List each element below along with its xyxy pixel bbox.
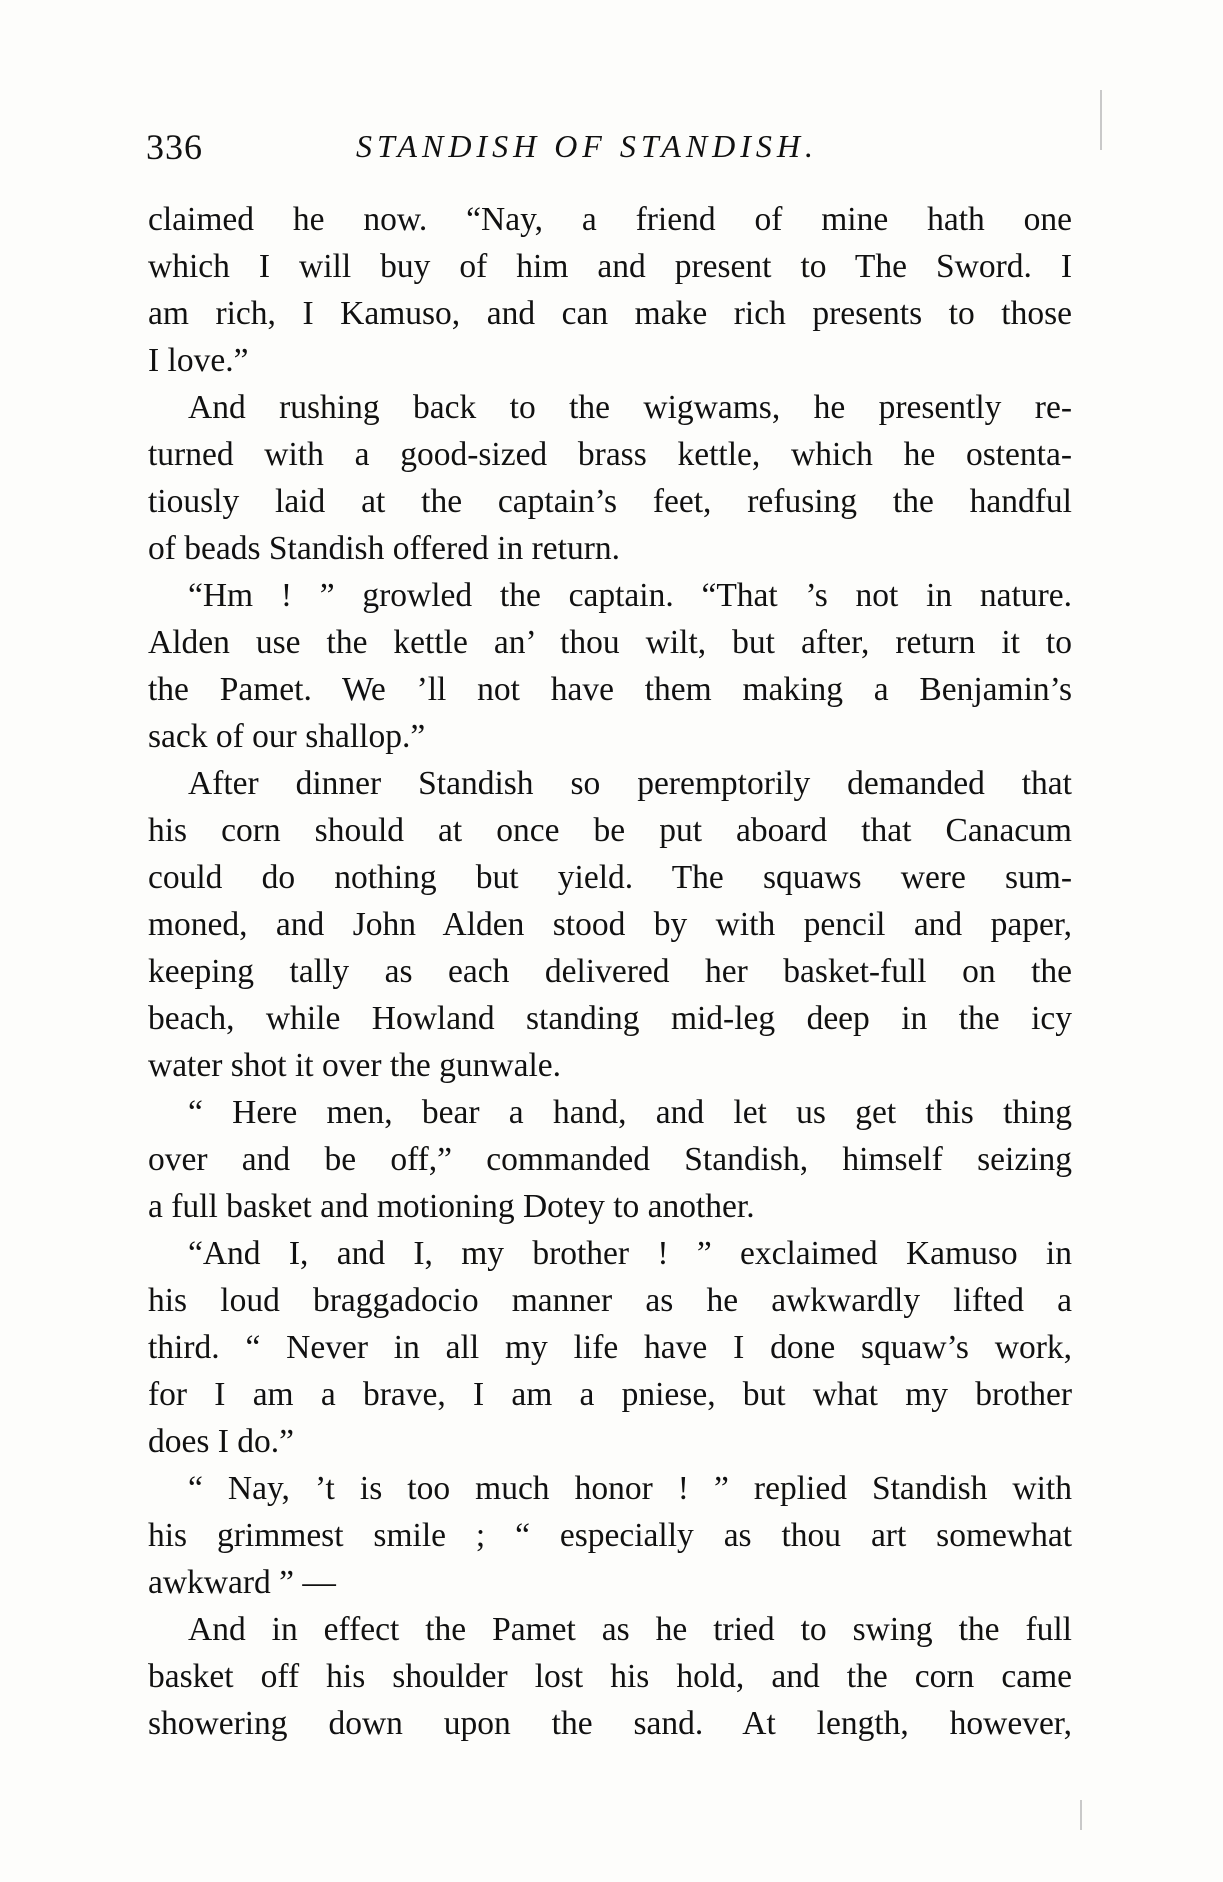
text-line: his loud braggadocio manner as he awkwardly lifted a	[148, 1282, 1072, 1319]
text-line: “ Here men, bear a hand, and let us get this thing	[188, 1094, 1072, 1131]
page-number: 336	[146, 127, 203, 167]
text-line: tiously laid at the captain’s feet, refusing the handful	[148, 483, 1072, 520]
text-line: am rich, I Kamuso, and can make rich presents to those	[148, 295, 1072, 332]
text-line: turned with a good-sized brass kettle, which he ostenta-	[148, 436, 1072, 473]
text-line: And rushing back to the wigwams, he presently re-	[188, 389, 1072, 426]
text-line: Alden use the kettle an’ thou wilt, but after, return it to	[148, 624, 1072, 661]
scan-edge-mark	[1100, 90, 1102, 150]
text-line: could do nothing but yield. The squaws were sum-	[148, 859, 1072, 896]
text-line: keeping tally as each delivered her basket-full on the	[148, 953, 1072, 990]
text-line: “Hm ! ” growled the captain. “That ’s not in nature.	[188, 577, 1072, 614]
text-line: over and be off,” commanded Standish, himself seizing	[148, 1141, 1072, 1178]
text-line: I love.”	[148, 342, 249, 379]
text-line: basket off his shoulder lost his hold, and the corn came	[148, 1658, 1072, 1695]
text-line: his grimmest smile ; “ especially as thou art somewhat	[148, 1517, 1072, 1554]
text-line: And in effect the Pamet as he tried to swing the full	[188, 1611, 1072, 1648]
scan-edge-mark	[1080, 1800, 1082, 1830]
text-line: After dinner Standish so peremptorily demanded that	[188, 765, 1072, 802]
text-line: showering down upon the sand. At length, however,	[148, 1705, 1072, 1742]
text-line: water shot it over the gunwale.	[148, 1047, 562, 1084]
text-line: of beads Standish offered in return.	[148, 530, 620, 567]
text-line: sack of our shallop.”	[148, 718, 426, 755]
text-line: moned, and John Alden stood by with pencil and paper,	[148, 906, 1072, 943]
page-header	[146, 126, 1076, 178]
text-line: “ Nay, ’t is too much honor ! ” replied Standish with	[188, 1470, 1072, 1507]
body-text	[148, 196, 1072, 1747]
text-line: does I do.”	[148, 1423, 295, 1460]
text-line: awkward ” —	[148, 1564, 336, 1601]
text-line: which I will buy of him and present to The Sword. I	[148, 248, 1072, 285]
text-line: for I am a brave, I am a pniese, but what my brother	[148, 1376, 1072, 1413]
text-line: the Pamet. We ’ll not have them making a Benjamin’s	[148, 671, 1072, 708]
text-line: “And I, and I, my brother ! ” exclaimed Kamuso in	[188, 1235, 1072, 1272]
running-title: STANDISH OF STANDISH.	[356, 128, 819, 164]
text-line: beach, while Howland standing mid-leg deep in the icy	[148, 1000, 1072, 1037]
text-line: his corn should at once be put aboard that Canacum	[148, 812, 1072, 849]
text-line: third. “ Never in all my life have I done squaw’s work,	[148, 1329, 1072, 1366]
text-line: a full basket and motioning Dotey to another.	[148, 1188, 755, 1225]
text-line: claimed he now. “Nay, a friend of mine hath one	[148, 201, 1072, 238]
